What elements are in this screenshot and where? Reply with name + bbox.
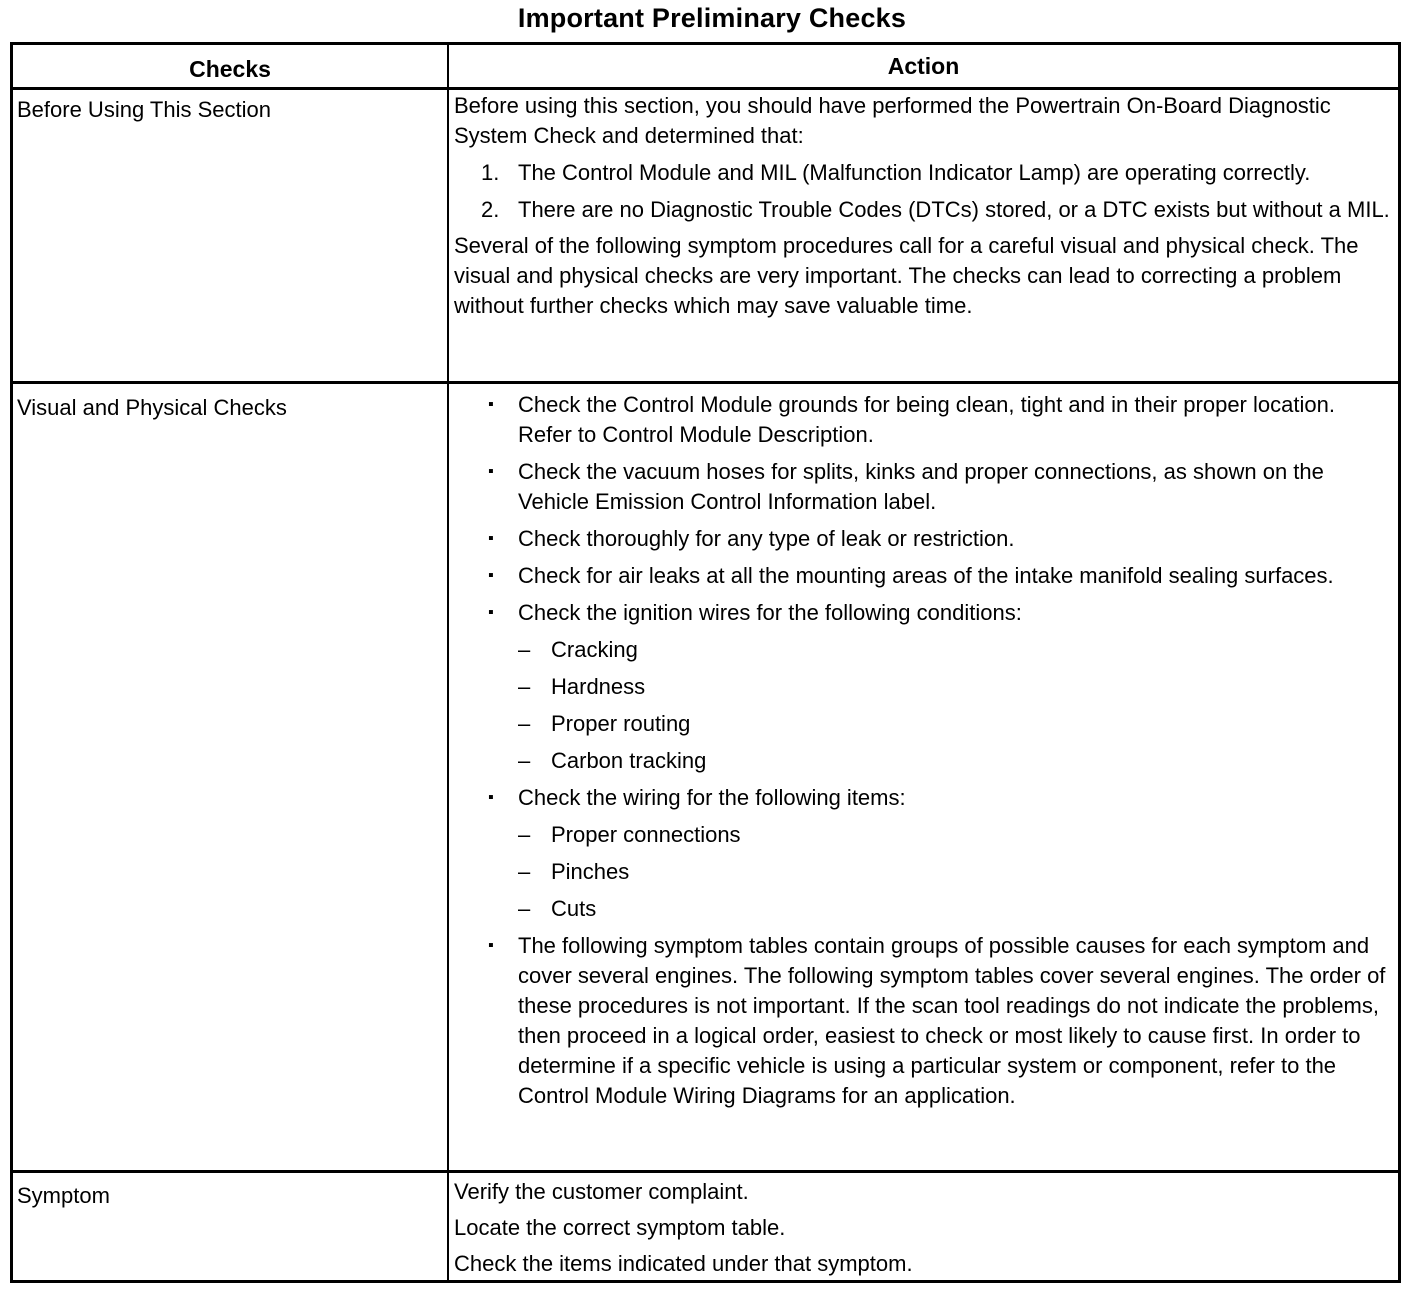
- bullet-icon: ▪: [488, 604, 494, 621]
- row-check-before-using: Before Using This Section: [17, 97, 271, 122]
- dash-icon: –: [518, 748, 531, 773]
- symptom-step: Locate the correct symptom table.: [454, 1215, 786, 1240]
- row-action-symptom: [454, 1177, 1390, 1279]
- bullet-icon: ▪: [488, 463, 494, 480]
- symptom-step: Verify the customer complaint.: [454, 1179, 749, 1204]
- dash-icon: –: [518, 822, 531, 847]
- sub-item: [454, 672, 1390, 702]
- item-number: 2.: [481, 197, 500, 222]
- sub-item-text: Cuts: [551, 896, 597, 921]
- sub-item-text: Cracking: [551, 637, 638, 662]
- sub-item: [454, 894, 1390, 924]
- bullet-text: Check for air leaks at all the mounting areas of the intake manifold sealing surfaces.: [518, 563, 1334, 588]
- bullet-text: Check the ignition wires for the following conditions:: [518, 600, 1022, 625]
- sub-item: [454, 709, 1390, 739]
- dash-icon: –: [518, 859, 531, 884]
- bullet-icon: ▪: [488, 937, 494, 954]
- bullet-text: The following symptom tables contain groups of possible causes for each symptom and cover several engines. The following symptom tables cover several engines. The order of these procedures is not important. If the scan tool readings do not indicate the problems, then proceed in a logical order, easiest to check or most likely to cause first. In order to determine if a specific vehicle is using a particular system or component, refer to the Control Module Wiring Diagrams for an application.: [518, 933, 1386, 1108]
- sub-item-text: Proper routing: [551, 711, 691, 736]
- bullet-item: [454, 524, 1390, 554]
- bullet-text: Check the wiring for the following items:: [518, 785, 906, 810]
- bullet-icon: ▪: [488, 530, 494, 547]
- sub-item-text: Proper connections: [551, 822, 741, 847]
- bullet-icon: ▪: [488, 567, 494, 584]
- row-divider: [13, 1170, 1398, 1173]
- row-action-before-using: [454, 91, 1390, 321]
- bullet-text: Check the Control Module grounds for being clean, tight and in their proper location. Refer to Control Module Description.: [518, 392, 1335, 447]
- item-text: The Control Module and MIL (Malfunction Indicator Lamp) are operating correctly.: [518, 160, 1311, 185]
- item-text: There are no Diagnostic Trouble Codes (DTCs) stored, or a DTC exists but without a MIL.: [518, 197, 1390, 222]
- header-checks: Checks: [189, 56, 271, 82]
- sub-item-text: Hardness: [551, 674, 646, 699]
- row-action-visual-physical: [454, 383, 1390, 1111]
- item-number: 1.: [481, 160, 500, 185]
- sub-item: [454, 820, 1390, 850]
- bullet-icon: ▪: [488, 789, 494, 806]
- sub-item-text: Pinches: [551, 859, 630, 884]
- dash-icon: –: [518, 674, 531, 699]
- bullet-item: [454, 931, 1390, 1111]
- dash-icon: –: [518, 711, 531, 736]
- sub-item: [454, 746, 1390, 776]
- header-divider: [13, 87, 1398, 90]
- sub-item: [454, 857, 1390, 887]
- row-check-visual-physical: Visual and Physical Checks: [17, 395, 287, 420]
- bullet-text: Check thoroughly for any type of leak or restriction.: [518, 526, 1015, 551]
- bullet-item: [454, 457, 1390, 517]
- intro-text: Before using this section, you should have performed the Powertrain On-Board Diagnostic System Check and determined that:: [454, 93, 1331, 148]
- symptom-step: Check the items indicated under that symptom.: [454, 1251, 913, 1276]
- column-divider: [447, 45, 449, 1280]
- bullet-item: [454, 783, 1390, 813]
- numbered-item: [454, 158, 1390, 188]
- bullet-text: Check the vacuum hoses for splits, kinks and proper connections, as shown on the Vehicle Emission Control Information label.: [518, 459, 1324, 514]
- dash-icon: –: [518, 637, 531, 662]
- row-check-symptom: Symptom: [17, 1183, 110, 1208]
- bullet-item: [454, 390, 1390, 450]
- sub-item: [454, 635, 1390, 665]
- outro-text: Several of the following symptom procedures call for a careful visual and physical check. The visual and physical checks are very important. The checks can lead to correcting a problem without further checks which may save valuable time.: [454, 233, 1359, 318]
- preliminary-checks-table: [10, 42, 1401, 1283]
- dash-icon: –: [518, 896, 531, 921]
- bullet-item: [454, 561, 1390, 591]
- header-action: Action: [887, 53, 960, 79]
- numbered-item: [454, 195, 1390, 225]
- bullet-icon: ▪: [488, 396, 494, 413]
- sub-item-text: Carbon tracking: [551, 748, 707, 773]
- page-title: Important Preliminary Checks: [517, 3, 907, 33]
- bullet-item: [454, 598, 1390, 628]
